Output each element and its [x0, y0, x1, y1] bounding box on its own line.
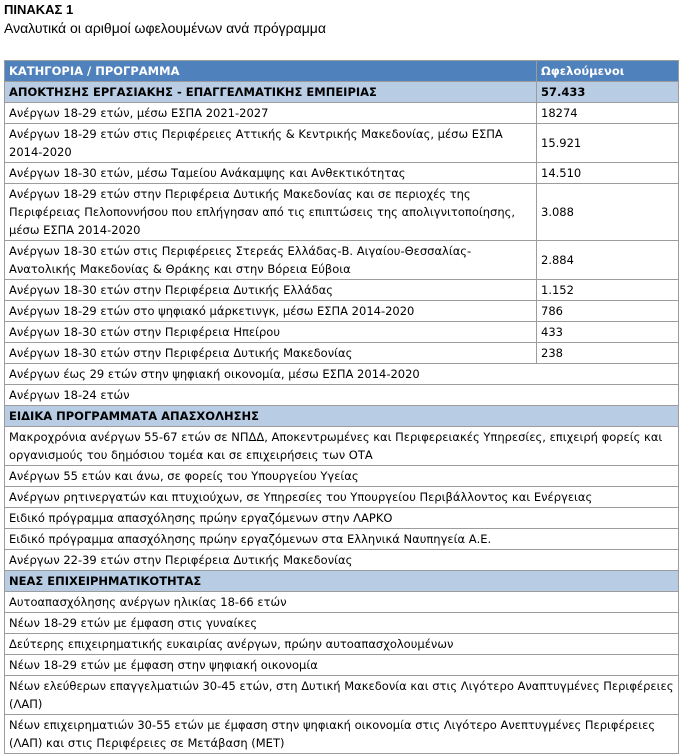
table-row	[5, 592, 679, 613]
header-beneficiaries: Ωφελούμενοι	[537, 61, 679, 82]
table-row	[5, 613, 679, 634]
row-value: 3.088	[537, 184, 679, 241]
row-label: Νέων 18-29 ετών με έμφαση στην ψηφιακή οικονομία	[5, 655, 679, 676]
section-row	[5, 406, 679, 427]
row-label: Ανέργων 18-29 ετών στην Περιφέρεια Δυτικής Μακεδονίας και σε περιοχές της Περιφέρειας Πελοποννήσου που επλήγησαν από τις επιπτώσεις της απολιγνιτοποίησης, μέσω ΕΣΠΑ 2014-2020	[5, 184, 537, 241]
row-label: Μακροχρόνια ανέργων 55-67 ετών σε ΝΠΔΔ, Αποκεντρωμένες και Περιφερειακές Υπηρεσίες, επιχειρή φορείς και οργανισμούς του δημόσιου τομέα και σε επιχειρήσεις των ΟΤΑ	[5, 427, 679, 466]
row-label: Νέων 18-29 ετών με έμφαση στις γυναίκες	[5, 613, 679, 634]
row-label: Ανέργων 18-30 ετών στην Περιφέρεια Ηπείρου	[5, 322, 537, 343]
section-title: ΑΠΟΚΤΗΣΗΣ ΕΡΓΑΣΙΑΚΗΣ - ΕΠΑΓΓΕΛΜΑΤΙΚΗΣ ΕΜΠΕΙΡΙΑΣ	[5, 82, 537, 103]
row-label: Ανέργων 18-29 ετών, μέσω ΕΣΠΑ 2021-2027	[5, 103, 537, 124]
row-value: 238	[537, 343, 679, 364]
table-row	[5, 301, 679, 322]
table-row	[5, 241, 679, 280]
row-label: Ανέργων 55 ετών και άνω, σε φορείς του Υπουργείου Υγείας	[5, 466, 679, 487]
row-label: Ανέργων 18-30 ετών στην Περιφέρεια Δυτικής Μακεδονίας	[5, 343, 537, 364]
table-row	[5, 427, 679, 466]
row-label: Ανέργων 18-30 ετών, μέσω Ταμείου Ανάκαμψης και Ανθεκτικότητας	[5, 163, 537, 184]
row-label: Δεύτερης επιχειρηματικής ευκαιρίας ανέργων, πρώην αυτοαπασχολουμένων	[5, 634, 679, 655]
table-row	[5, 655, 679, 676]
row-label: Νέων ελεύθερων επαγγελματιών 30-45 ετών, στη Δυτική Μακεδονία και στις Λιγότερο Αναπτυγμένες Περιφέρειες (ΛΑΠ)	[5, 676, 679, 715]
table-row	[5, 487, 679, 508]
table-header-row	[5, 61, 679, 82]
table-row	[5, 715, 679, 754]
row-value: 14.510	[537, 163, 679, 184]
table-row	[5, 676, 679, 715]
table-row	[5, 466, 679, 487]
row-value: 18274	[537, 103, 679, 124]
section-row	[5, 82, 679, 103]
table-row	[5, 163, 679, 184]
row-label: Ανέργων ρητινεργατών και πτυχιούχων, σε Υπηρεσίες του Υπουργείου Περιβάλλοντος και Ενέργειας	[5, 487, 679, 508]
row-label: Ανέργων 18-29 ετών στο ψηφιακό μάρκετινγκ, μέσω ΕΣΠΑ 2014-2020	[5, 301, 537, 322]
table-row	[5, 103, 679, 124]
row-label: Ανέργων 18-30 ετών στις Περιφέρειες Στερεάς Ελλάδας-Β. Αιγαίου-Θεσσαλίας-Ανατολικής Μακεδονίας & Θράκης και στην Βόρεια Εύβοια	[5, 241, 537, 280]
section-title: ΕΙΔΙΚΑ ΠΡΟΓΡΑΜΜΑΤΑ ΑΠΑΣΧΟΛΗΣΗΣ	[5, 406, 679, 427]
row-label: Ανέργων 18-24 ετών	[5, 385, 679, 406]
section-total: 57.433	[537, 82, 679, 103]
section-row	[5, 571, 679, 592]
header-category: ΚΑΤΗΓΟΡΙΑ / ΠΡΟΓΡΑΜΜΑ	[5, 61, 537, 82]
row-label: Νέων επιχειρηματιών 30-55 ετών με έμφαση στην ψηφιακή οικονομία στις Λιγότερο Ανεπτυγμένες Περιφέρειες (ΛΑΠ) και στις Περιφέρειες σε Μετάβαση (ΜΕΤ)	[5, 715, 679, 754]
row-value: 2.884	[537, 241, 679, 280]
row-label: Ανέργων 18-30 ετών στην Περιφέρεια Δυτικής Ελλάδας	[5, 280, 537, 301]
row-value: 786	[537, 301, 679, 322]
table-row	[5, 529, 679, 550]
table-row	[5, 184, 679, 241]
section-title: ΝΕΑΣ ΕΠΙΧΕΙΡΗΜΑΤΙΚΟΤΗΤΑΣ	[5, 571, 679, 592]
table-row	[5, 364, 679, 385]
row-label: Ειδικό πρόγραμμα απασχόλησης πρώην εργαζόμενων στην ΛΑΡΚΟ	[5, 508, 679, 529]
beneficiaries-table	[4, 60, 679, 754]
table-title: ΠΙΝΑΚΑΣ 1	[4, 2, 74, 17]
table-row	[5, 385, 679, 406]
table-row	[5, 343, 679, 364]
table-row	[5, 280, 679, 301]
row-value: 1.152	[537, 280, 679, 301]
table-row	[5, 550, 679, 571]
table-caption	[4, 2, 326, 37]
table-row	[5, 508, 679, 529]
row-label: Αυτοαπασχόλησης ανέργων ηλικίας 18-66 ετών	[5, 592, 679, 613]
row-label: Ανέργων έως 29 ετών στην ψηφιακή οικονομία, μέσω ΕΣΠΑ 2014-2020	[5, 364, 679, 385]
row-label: Ειδικό πρόγραμμα απασχόλησης πρώην εργαζόμενων στα Ελληνικά Ναυπηγεία Α.Ε.	[5, 529, 679, 550]
table-row	[5, 634, 679, 655]
table-row	[5, 124, 679, 163]
row-value: 15.921	[537, 124, 679, 163]
row-label: Ανέργων 22-39 ετών στην Περιφέρεια Δυτικής Μακεδονίας	[5, 550, 679, 571]
row-label: Ανέργων 18-29 ετών στις Περιφέρειες Αττικής & Κεντρικής Μακεδονίας, μέσω ΕΣΠΑ 2014-2020	[5, 124, 537, 163]
table-row	[5, 322, 679, 343]
table-subtitle: Αναλυτικά οι αριθμοί ωφελουμένων ανά πρόγραμμα	[4, 20, 326, 36]
row-value: 433	[537, 322, 679, 343]
